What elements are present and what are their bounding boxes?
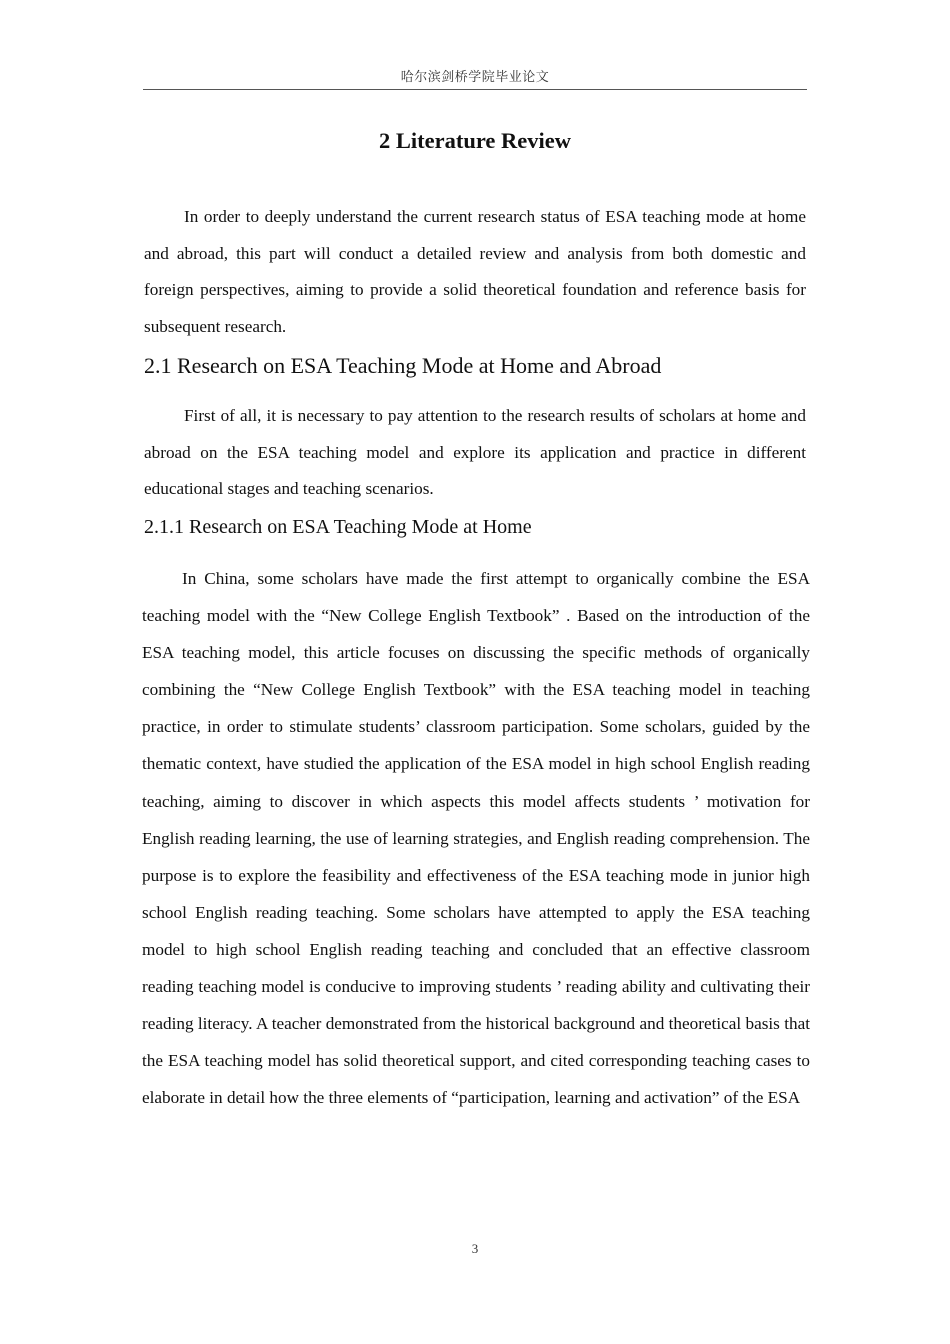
intro-paragraph: In order to deeply understand the current research status of ESA teaching mode at home and abroad, this part will conduct a detailed review and analysis from both domestic and foreign perspectives, aiming to provide a solid theoretical foundation and reference basis for subsequent research. (144, 207, 806, 336)
subsection-heading-2-1-1: 2.1.1 Research on ESA Teaching Mode at Home (144, 516, 532, 538)
section-2-1-paragraph: First of all, it is necessary to pay attention to the research results of scholars at home and abroad on the ESA teaching model and explore its application and practice in different educational stages and teaching scenarios. (144, 406, 806, 498)
running-header: 哈尔滨剑桥学院毕业论文 (400, 69, 550, 84)
chapter-title: 2 Literature Review (378, 128, 572, 153)
subsection-2-1-1-paragraph: In China, some scholars have made the first attempt to organically combine the ESA teaching model with the “New College English Textbook” . Based on the introduction of the ESA teaching model, this article focuses on discussing the specific methods of organically combining the “New College English Textbook” with the ESA teaching model in teaching practice, in order to stimulate students’ classroom participation. Some scholars, guided by the thematic context, have studied the application of the ESA model in high school English reading teaching, aiming to discover in which aspects this model affects students ’ motivation for English reading learning, the use of learning strategies, and English reading comprehension. The purpose is to explore the feasibility and effectiveness of the ESA teaching mode in junior high school English reading teaching. Some scholars have attempted to apply the ESA teaching model to high school English reading teaching and concluded that an effective classroom reading teaching model is conducive to improving students ’ reading ability and cultivating their reading literacy. A teacher demonstrated from the historical background and theoretical basis that the ESA teaching model has solid theoretical support, and cited corresponding teaching cases to elaborate in detail how the three elements of “participation, learning and activation” of the ESA (142, 569, 810, 1108)
section-heading-2-1: 2.1 Research on ESA Teaching Mode at Home and Abroad (144, 353, 662, 378)
header-rule (143, 89, 807, 90)
page-number: 3 (471, 1241, 479, 1256)
